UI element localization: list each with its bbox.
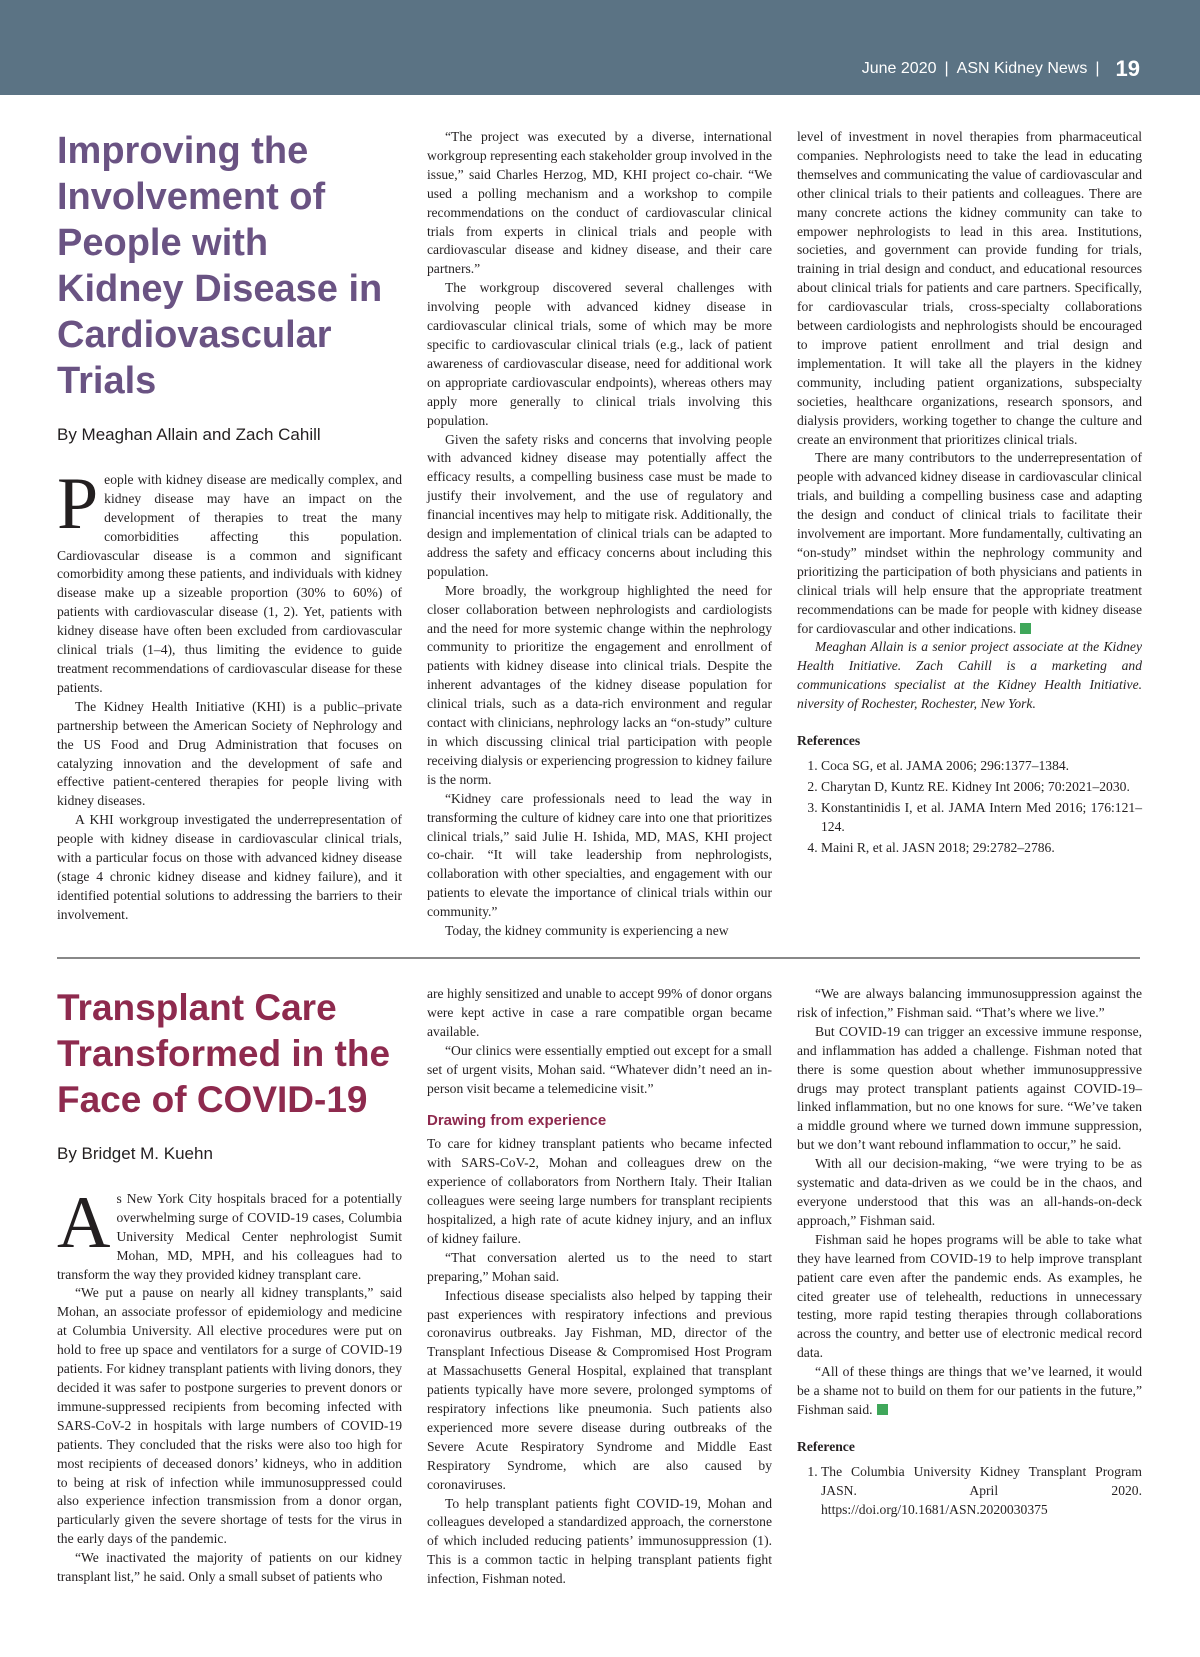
article1-closing-paragraph <box>797 449 1142 638</box>
page-header <box>0 0 1200 95</box>
reference-list <box>797 1463 1142 1520</box>
article1-byline: By Meaghan Allain and Zach Cahill <box>57 425 321 444</box>
article2-column-1 <box>57 985 402 1587</box>
end-mark-icon <box>1020 623 1031 634</box>
end-mark-icon <box>877 1404 888 1415</box>
paragraph: “Kidney care professionals need to lead the way in transforming the culture of kidney care into one that prioritizes clinical trials,” said Julie H. Ishida, MD, MAS, KHI project co-chair. “It will take leadership from nephrologists, collaboration with other specialties, and engagement with our patients to elevate the importance of clinical trials within our community.” <box>427 790 772 920</box>
reference-heading: Reference <box>797 1438 855 1454</box>
paragraph: Given the safety risks and concerns that involving people with advanced kidney disease may potentially affect the efficacy results, a compelling business case must be made to justify their involvement, and the use of regulatory and financial incentives may help to mitigate risk. Additionally, the design and implementation of clinical trials can be adapted to address the safety and efficacy concerns about including this population. <box>427 431 772 579</box>
paragraph: More broadly, the workgroup highlighted the need for closer collaboration between nephrologists and cardiologists and the need for more systemic change within the nephrology community to prioritize the engagement and enrollment of patients with kidney disease into clinical trials. Despite the inherent advantages of the kidney disease population for clinical trials, such as a data-rich environment and regular contact with clinicians, nephrology lacks an “on-study” culture in which discussing clinical trial participation with people receiving dialysis or experiencing progression to kidney failure is the norm. <box>427 582 772 787</box>
article2-column-2 <box>427 985 772 1589</box>
article2-lead-text: s New York City hospitals braced for a potentially overwhelming surge of COVID-19 cases, Columbia University Medical Center nephrologist Sumit Mohan, MD, MPH, and his colleagues had to transform the way they provided kidney transplant care. <box>57 1190 402 1282</box>
paragraph: With all our decision-making, “we were trying to be as systematic and data-driven as we could be in the chaos, and everyone understood that this was an all-hands-on-deck approach,” Fishman said. <box>797 1156 1142 1228</box>
article2-lead-paragraph <box>57 1181 402 1285</box>
article2-dropcap: A <box>57 1181 111 1264</box>
header-separator: | <box>944 60 949 77</box>
paragraph: To help transplant patients fight COVID-19, Mohan and colleagues developed a standardized approach, the cornerstone of which included reducing patients’ immunosuppression (1). This is a common tactic in helping transplant patients fight infection, Fishman noted. <box>427 1495 772 1587</box>
article1-lead-paragraph <box>57 462 402 698</box>
article2-byline: By Bridget M. Kuehn <box>57 1144 213 1163</box>
paragraph: The Kidney Health Initiative (KHI) is a public–private partnership between the American Society of Nephrology and the US Food and Drug Administration that focuses on catalyzing innovation and the development of safe and effective patient-centered therapies for people living with kidney diseases. <box>57 698 402 809</box>
paragraph: The workgroup discovered several challenges with involving people with advanced kidney disease in cardiovascular clinical trials, some of which may be more specific to cardiovascular clinical trials (e.g., lack of patient awareness of cardiovascular disease, need for additional work on appropriate cardiovascular endpoints), whereas others may apply more generally to clinical trials involving this population. <box>427 280 772 428</box>
reference-item: 1. Coca SG, et al. JAMA 2006; 296:1377–1384. <box>821 757 1142 776</box>
section-subhead: Drawing from experience <box>427 1112 607 1130</box>
article2-title: Transplant Care Transformed in the Face of COVID-19 <box>57 987 391 1120</box>
paragraph: “We inactivated the majority of patients on our kidney transplant list,” he said. Only a small subset of patients who <box>57 1550 402 1585</box>
paragraph: Today, the kidney community is experiencing a new <box>445 923 729 939</box>
paragraph: Fishman said he hopes programs will be able to take what they have learned from COVID-19 to help improve transplant patient care even after the pandemic ends. As examples, he cited greater use of telehealth, reductions in unnecessary testing, more rapid testing therapies through collaborations across the country, and better use of electronic medical record data. <box>797 1231 1142 1361</box>
article2-closing-paragraph <box>797 1363 1142 1420</box>
closing-text: There are many contributors to the underrepresentation of people with advanced kidney disease in cardiovascular clinical trials, and building a compelling business case and adapting the design and conduct of clinical trials to facilitate their involvement are important. More fundamentally, cultivating an “on-study” mindset within the nephrology community and prioritizing the participation of both physicians and patients in clinical trials will help ensure that the appropriate treatment recommendations can be made for people with kidney disease for cardiovascular and other indications. <box>797 450 1142 636</box>
page-number: 19 <box>1115 56 1140 81</box>
header-separator-2: | <box>1095 60 1100 77</box>
paragraph: “We put a pause on nearly all kidney transplants,” said Mohan, an associate professor of epidemiology and medicine at Columbia University. All elective procedures were put on hold to free up space and ventilators for a surge of COVID-19 patients. For kidney transplant patients with living donors, they decided it was safer to postpone surgeries to prevent donors or immune-suppressed recipients from becoming infected with SARS-CoV-2 in hospitals with large numbers of COVID-19 patients. They concluded that the risks were also too high for most recipients of deceased donors’ kidneys, who in addition to being at risk of infection while immunosuppressed could also experience infection transmission from a donor organ, particularly given the severe shortage of tests for the virus in the early days of the pandemic. <box>57 1285 402 1547</box>
paragraph: “That conversation alerted us to the need to start preparing,” Mohan said. <box>427 1249 772 1284</box>
reference-item: 1. The Columbia University Kidney Transplant Program JASN. April 2020. https://doi.org/10.1681/ASN.2020030375 <box>821 1463 1142 1520</box>
paragraph: “The project was executed by a diverse, international workgroup representing each stakeholder group involved in the issue,” said Charles Herzog, MD, KHI project co-chair. “We used a polling mechanism and a workshop to compile recommendations on the conduct of cardiovascular clinical trials from experts in clinical trials and people with cardiovascular disease and kidney disease, and their care partners.” <box>427 129 772 277</box>
paragraph: “Our clinics were essentially emptied out except for a small set of urgent visits, Mohan said. “Whatever didn’t need an in-person visit became a telemedicine visit.” <box>427 1042 772 1096</box>
paragraph: are highly sensitized and unable to accept 99% of donor organs were kept active in case a rare compatible organ became available. <box>427 986 772 1039</box>
closing-text: “All of these things are things that we’ve learned, it would be a shame not to build on them for our patients in the future,” Fishman said. <box>797 1364 1142 1417</box>
paragraph: A KHI workgroup investigated the underrepresentation of people with kidney disease in cardiovascular clinical trials, with a particular focus on those with advanced kidney disease (stage 4 chronic kidney disease and kidney failure), and it identified potential solutions to addressing the barriers to their involvement. <box>57 812 402 922</box>
reference-item: 2. Charytan D, Kuntz RE. Kidney Int 2006; 70:2021–2030. <box>821 778 1142 797</box>
header-info <box>862 56 1140 82</box>
paragraph: But COVID-19 can trigger an excessive immune response, and inflammation has added a challenge. Fishman noted that there is some question about whether immunosuppressive drugs may protect transplant patients against COVID-19–linked inflammation, but no one knows for sure. “We’ve taken a middle ground where we turned down immune suppression, but we don’t want rebound inflammation to occur,” he said. <box>797 1023 1142 1153</box>
reference-item: 4. Maini R, et al. JASN 2018; 29:2782–2786. <box>821 839 1142 858</box>
article1-dropcap: P <box>57 462 99 545</box>
publication-name: ASN Kidney News <box>956 60 1088 77</box>
reference-item: 3. Konstantinidis I, et al. JAMA Intern Med 2016; 176:121–124. <box>821 799 1142 837</box>
article1-column-3 <box>797 128 1142 860</box>
article-divider <box>57 957 1140 959</box>
article1-lead-text: eople with kidney disease are medically complex, and kidney disease may have an impact on the development of therapies to treat the many comorbidities affecting this population. Cardiovascular disease is a common and significant comorbidity among these patients, and individuals with kidney disease make up a sizeable proportion (30% to 60%) of patients with cardiovascular disease (1, 2). Yet, patients with kidney disease have often been excluded from cardiovascular clinical trials (1–4), thus limiting the evidence to guide treatment recommendations of cardiovascular disease for these patients. <box>57 471 402 695</box>
paragraph: To care for kidney transplant patients who became infected with SARS-CoV-2, Mohan and colleagues drew on the experience of collaborators from Northern Italy. Their Italian colleagues were seeing large numbers for transplant recipients hospitalized, a high rate of acute kidney injury, and an influx of kidney failure. <box>427 1136 772 1246</box>
paragraph: level of investment in novel therapies from pharmaceutical companies. Nephrologists need to take the lead in educating themselves and communicating the value of cardiovascular and other clinical trials to their patients and colleagues. There are many concrete actions the kidney community can take to empower nephrologists to lead in this area. Institutions, societies, and government can provide funding for trials, training in trial design and conduct, and educational resources about clinical trials for patients and care partners. Specifically, for cardiovascular trials, cross-specialty collaborations between cardiologists and nephrologists should be encouraged to improve patient enrollment and trial design and implementation. It will take all the players in the kidney community, including patient organizations, subspecialty societies, healthcare organizations, research sponsors, and dialysis providers, working together to change the culture and create an environment that prioritizes clinical trials. <box>797 129 1142 447</box>
author-bio: Meaghan Allain is a senior project associate at the Kidney Health Initiative. Zach Cahill is a marketing and communications specialist at the Kidney Health Initiative. niversity of Rochester, Rochester, New York. <box>797 639 1142 712</box>
paragraph: Infectious disease specialists also helped by tapping their past experiences with respiratory infections and previous coronavirus outbreaks. Jay Fishman, MD, director of the Transplant Infectious Disease & Compromised Host Program at Massachusetts General Hospital, explained that transplant patients typically have more severe, prolonged symptoms of respiratory infections like pneumonia. Such patients also experienced more severe disease during outbreaks of the Severe Acute Respiratory Syndrome and Middle East Respiratory Syndrome, which are also caused by coronaviruses. <box>427 1287 772 1492</box>
paragraph: “We are always balancing immunosuppression against the risk of infection,” Fishman said. “That’s where we live.” <box>797 986 1142 1020</box>
article1-title: Improving the Involvement of People with Kidney Disease in Cardiovascular Trials <box>57 130 383 402</box>
article1-column-1 <box>57 128 402 925</box>
article1-column-2 <box>427 128 772 941</box>
references-heading: References <box>797 733 861 749</box>
article2-column-3 <box>797 985 1142 1521</box>
references-list <box>797 757 1142 858</box>
issue-date: June 2020 <box>861 60 937 77</box>
